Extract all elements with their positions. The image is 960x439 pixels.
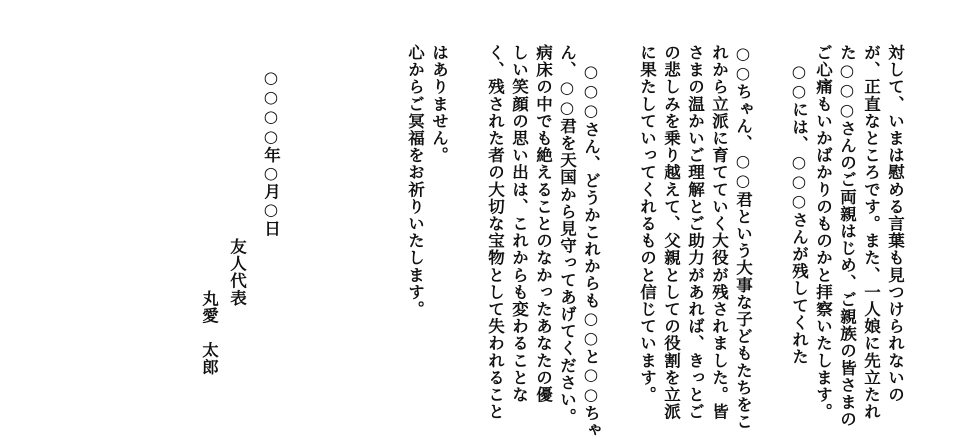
letter-line: さまの温かいご理解とご助力があれば、きっとご [685, 44, 705, 421]
letter-line: 対して、いまは慰める言葉も見つけられないの [885, 44, 905, 404]
letter-line: 病床の中でも絶えることのなかったあなたの優 [533, 44, 553, 404]
letter-line: しい笑顔の思い出は、これからも変わることな [509, 44, 529, 404]
letter-line: ご心痛もいかばかりのものかと拝察いたします。 [813, 44, 833, 421]
letter-line: 心からご冥福をお祈りいたします。 [405, 44, 425, 318]
letter-line: が、正直なところです。また、一人娘に先立たれ [861, 44, 881, 421]
letter-line: ん、○○君を天国から見守ってあげてください。 [557, 44, 577, 426]
letter-line: た○○○さんのご両親はじめ、ご親族の皆さまの [837, 44, 857, 428]
letter-date: ○○○○年○月○日 [261, 68, 281, 237]
letter-line: はありません。 [429, 44, 449, 164]
letter-line: の悲しみを乗り越えて、父親としての役割を立派 [661, 44, 681, 421]
signature-name: 丸愛 太郎 [199, 290, 219, 376]
letter-line: れから立派に育てていく大役が残されました。皆 [709, 44, 729, 421]
letter-line: く、残された者の大切な宝物として失われること [485, 44, 505, 421]
signature-group: 友人代表 [227, 238, 247, 307]
letter-line: に果たしていってくれるものと信じています。 [637, 44, 657, 404]
letter-line: ○○ちゃん、○○君という大事な子どもたちをこ [733, 44, 753, 431]
letter-line: ○○○さん、どうかこれからも○○と○○ちゃ [581, 62, 601, 439]
letter-line: ○○には、○○○さんが残してくれた [789, 62, 809, 366]
